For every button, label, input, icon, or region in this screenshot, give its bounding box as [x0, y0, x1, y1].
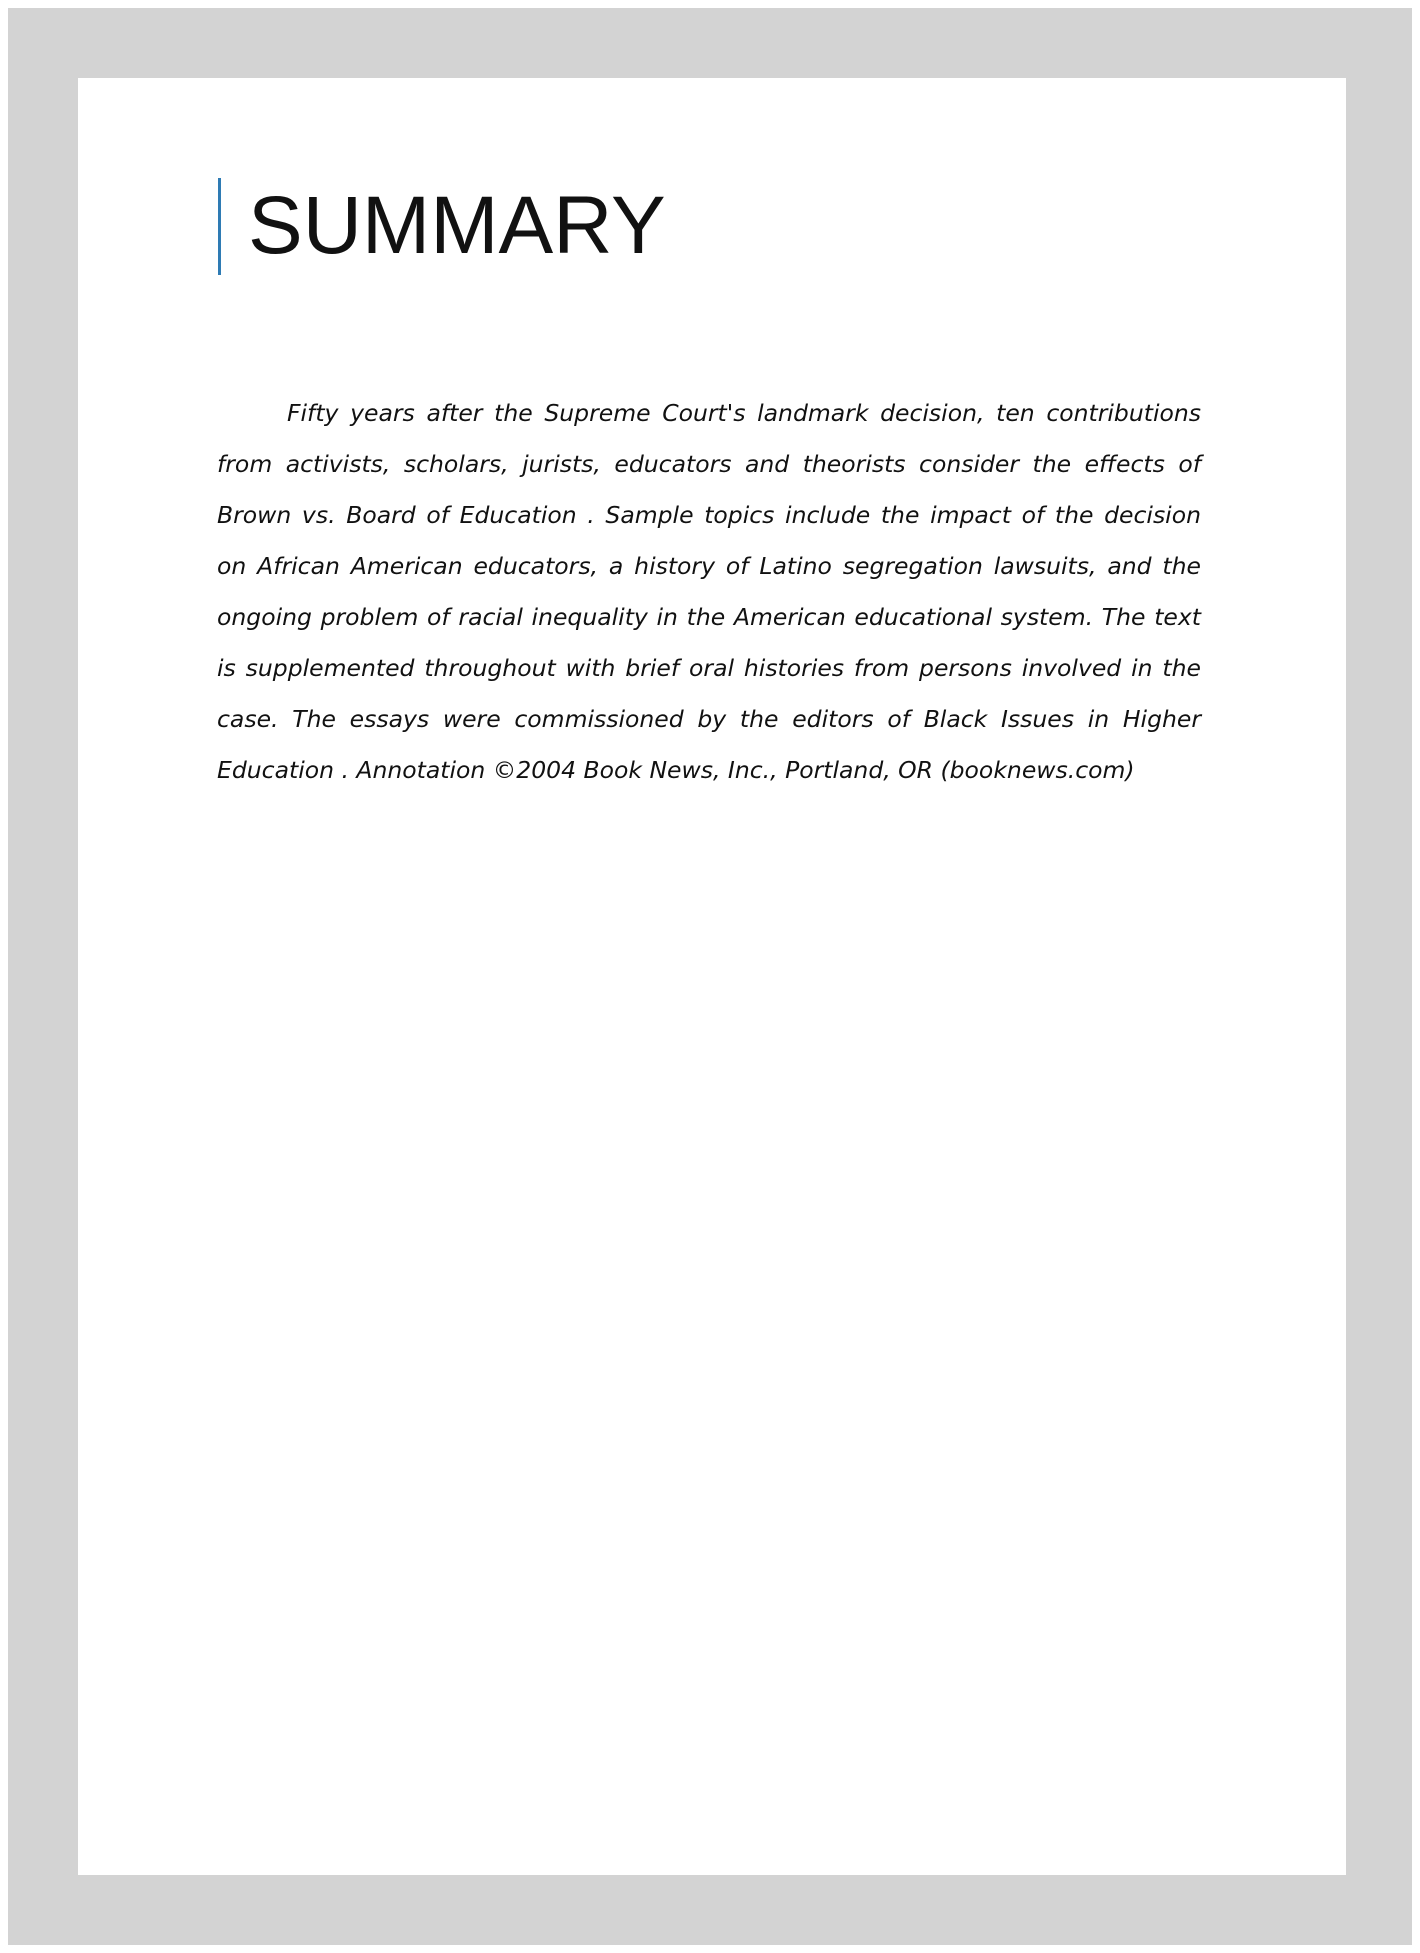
paragraph-line: Education . Annotation ©2004 Book News, Inc., Portland, OR (booknews.com)	[217, 756, 1135, 784]
page-background	[8, 8, 1412, 1945]
paragraph-line: ongoing problem of racial inequality in the American educational system. The text	[217, 603, 1201, 631]
paragraph-line: is supplemented throughout with brief oral histories from persons involved in the	[217, 654, 1201, 682]
page-title: SUMMARY	[248, 180, 666, 271]
paragraph-line: on African American educators, a history of Latino segregation lawsuits, and the	[217, 552, 1201, 580]
paragraph-line: Brown vs. Board of Education . Sample topics include the impact of the decision	[217, 501, 1201, 529]
summary-paragraph	[217, 388, 1201, 796]
paragraph-line: Fifty years after the Supreme Court's landmark decision, ten contributions	[287, 399, 1201, 427]
paragraph-line: case. The essays were commissioned by the editors of Black Issues in Higher	[217, 705, 1201, 733]
title-accent-bar	[218, 178, 221, 275]
paragraph-line: from activists, scholars, jurists, educators and theorists consider the effects of	[217, 450, 1201, 478]
document-page	[78, 78, 1346, 1875]
